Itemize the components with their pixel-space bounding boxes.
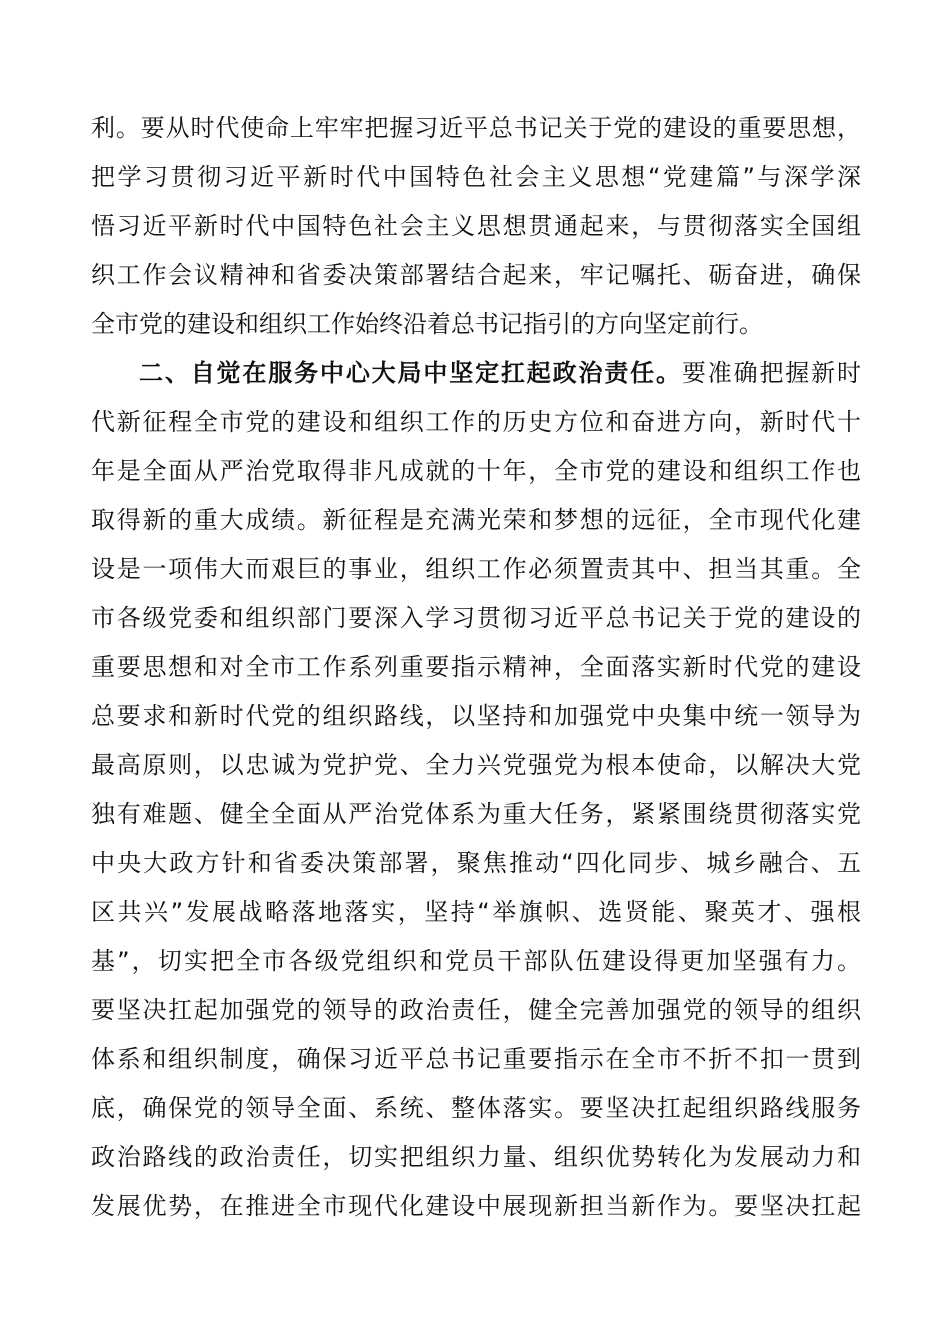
text-line: 底，确保党的领导全面、系统、整体落实。要坚决扛起组织路线服务 bbox=[91, 1094, 861, 1122]
text-line: 悟习近平新时代中国特色社会主义思想贯通起来，与贯彻落实全国组 bbox=[91, 212, 861, 240]
text-line: 把学习贯彻习近平新时代中国特色社会主义思想“党建篇”与深学深 bbox=[91, 163, 861, 191]
text-line: 利。要从时代使命上牢牢把握习近平总书记关于党的建设的重要思想， bbox=[91, 114, 861, 142]
text-span: 要准确把握新时 bbox=[681, 359, 862, 387]
text-line: 市各级党委和组织部门要深入学习贯彻习近平总书记关于党的建设的 bbox=[91, 604, 861, 632]
text-line: 最高原则，以忠诚为党护党、全力兴党强党为根本使命，以解决大党 bbox=[91, 751, 861, 779]
text-line: 基”，切实把全市各级党组织和党员干部队伍建设得更加坚强有力。 bbox=[91, 947, 861, 975]
text-line: 总要求和新时代党的组织路线，以坚持和加强党中央集中统一领导为 bbox=[91, 702, 861, 730]
text-line bbox=[91, 1231, 861, 1280]
section-heading: 二、自觉在服务中心大局中坚定扛起政治责任。 bbox=[139, 359, 682, 387]
text-line: 设是一项伟大而艰巨的事业，组织工作必须置责其中、担当其重。全 bbox=[91, 555, 861, 583]
text-line: 中央大政方针和省委决策部署，聚焦推动“四化同步、城乡融合、五 bbox=[91, 849, 861, 877]
text-line: 政治路线的政治责任，切实把组织力量、组织优势转化为发展动力和 bbox=[91, 1143, 861, 1171]
text-line: 区共兴”发展战略落地落实，坚持“举旗帜、选贤能、聚英才、强根 bbox=[91, 898, 861, 926]
text-line: 织工作会议精神和省委决策部署结合起来，牢记嘱托、砺奋进，确保 bbox=[91, 261, 861, 289]
section-heading-line bbox=[91, 349, 861, 398]
text-line: 取得新的重大成绩。新征程是充满光荣和梦想的远征，全市现代化建 bbox=[91, 506, 861, 534]
text-line: 全市党的建设和组织工作始终沿着总书记指引的方向坚定前行。 bbox=[91, 310, 763, 338]
text-line: 年是全面从严治党取得非凡成就的十年，全市党的建设和组织工作也 bbox=[91, 457, 861, 485]
text-line: 发展优势，在推进全市现代化建设中展现新担当新作为。要坚决扛起 bbox=[91, 1192, 861, 1220]
text-line: 代新征程全市党的建设和组织工作的历史方位和奋进方向，新时代十 bbox=[91, 408, 861, 436]
text-line: 独有难题、健全全面从严治党体系为重大任务，紧紧围绕贯彻落实党 bbox=[91, 800, 861, 828]
body-text bbox=[91, 104, 861, 1280]
text-line: 要坚决扛起加强党的领导的政治责任，健全完善加强党的领导的组织 bbox=[91, 996, 861, 1024]
text-line: 重要思想和对全市工作系列重要指示精神，全面落实新时代党的建设 bbox=[91, 653, 861, 681]
text-line: 体系和组织制度，确保习近平总书记重要指示在全市不折不扣一贯到 bbox=[91, 1045, 861, 1073]
